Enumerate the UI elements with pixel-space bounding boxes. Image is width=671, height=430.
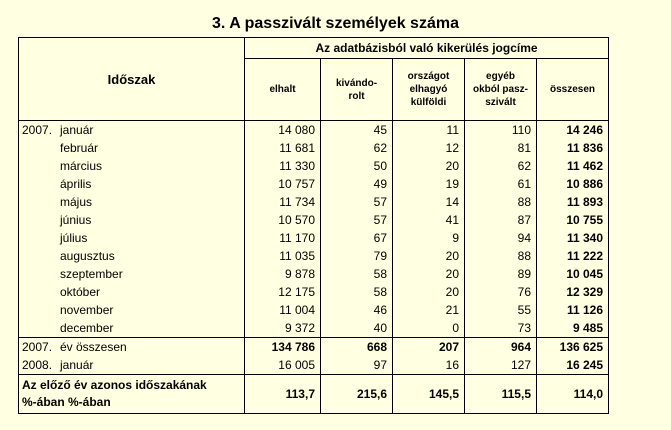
row-year: 2007.	[22, 340, 53, 354]
cell-value: 14 080	[245, 121, 321, 140]
column-header-line: elhagyó	[409, 84, 448, 95]
cell-value: 0	[393, 319, 465, 338]
percentage-row	[19, 375, 609, 414]
percentage-value: 215,6	[321, 375, 393, 414]
row-label	[19, 356, 245, 375]
percentage-value: 115,5	[465, 375, 537, 414]
cell-value: 45	[321, 121, 393, 140]
table-row	[19, 301, 609, 319]
cell-value: 11 126	[537, 301, 609, 319]
row-label	[19, 139, 245, 157]
row-label	[19, 229, 245, 247]
column-header-line: országot	[407, 71, 450, 82]
cell-value: 81	[465, 139, 537, 157]
cell-value: 20	[393, 247, 465, 265]
cell-value: 55	[465, 301, 537, 319]
cell-value: 21	[393, 301, 465, 319]
percentage-label-line: %-ában %-ában	[22, 395, 111, 409]
cell-value: 11 893	[537, 193, 609, 211]
cell-value: 87	[465, 211, 537, 229]
cell-value: 12 175	[245, 283, 321, 301]
column-header-line: egyéb	[486, 71, 515, 82]
cell-value: 12	[393, 139, 465, 157]
cell-value: 11	[393, 121, 465, 140]
cell-value: 136 625	[537, 338, 609, 357]
table-row	[19, 175, 609, 193]
period-header: Időszak	[19, 38, 245, 121]
cell-value: 50	[321, 157, 393, 175]
row-period: július	[60, 231, 88, 245]
row-period: március	[60, 159, 103, 173]
cell-value: 20	[393, 283, 465, 301]
row-label	[19, 247, 245, 265]
table-row	[19, 319, 609, 338]
cell-value: 46	[321, 301, 393, 319]
cell-value: 11 330	[245, 157, 321, 175]
page-title: 3. A passzivált személyek száma	[212, 15, 459, 32]
row-label	[19, 265, 245, 283]
row-period: december	[60, 321, 114, 335]
table-row	[19, 338, 609, 357]
cell-value: 9 485	[537, 319, 609, 338]
cell-value: 110	[465, 121, 537, 140]
cell-value: 964	[465, 338, 537, 357]
row-year: 2008.	[22, 358, 53, 372]
row-label	[19, 338, 245, 357]
row-label	[19, 319, 245, 338]
table-row	[19, 247, 609, 265]
row-label	[19, 193, 245, 211]
column-header	[393, 59, 465, 121]
row-label	[19, 211, 245, 229]
row-period: január	[60, 123, 94, 137]
cell-value: 49	[321, 175, 393, 193]
cell-value: 11 035	[245, 247, 321, 265]
row-period: április	[60, 177, 92, 191]
cell-value: 134 786	[245, 338, 321, 357]
percentage-value: 114,0	[537, 375, 609, 414]
row-period: október	[60, 285, 101, 299]
cell-value: 20	[393, 265, 465, 283]
data-table-wrapper	[18, 37, 608, 414]
cell-value: 10 757	[245, 175, 321, 193]
cell-value: 16 005	[245, 356, 321, 375]
cell-value: 57	[321, 193, 393, 211]
cell-value: 73	[465, 319, 537, 338]
cell-value: 67	[321, 229, 393, 247]
cell-value: 20	[393, 157, 465, 175]
percentage-value: 113,7	[245, 375, 321, 414]
percentage-label-line: Az előző év azonos időszakának	[22, 378, 207, 392]
cell-value: 10 045	[537, 265, 609, 283]
row-year: 2007.	[22, 123, 53, 137]
percentage-value: 145,5	[393, 375, 465, 414]
table-row	[19, 265, 609, 283]
column-header	[321, 59, 393, 121]
table-row	[19, 211, 609, 229]
row-period: február	[60, 141, 99, 155]
cell-value: 94	[465, 229, 537, 247]
column-header	[537, 59, 609, 121]
cell-value: 62	[465, 157, 537, 175]
cell-value: 79	[321, 247, 393, 265]
cell-value: 9 372	[245, 319, 321, 338]
cell-value: 11 836	[537, 139, 609, 157]
cell-value: 12 329	[537, 283, 609, 301]
cell-value: 11 462	[537, 157, 609, 175]
cell-value: 89	[465, 265, 537, 283]
cell-value: 58	[321, 265, 393, 283]
cell-value: 14 246	[537, 121, 609, 140]
cell-value: 57	[321, 211, 393, 229]
column-header-line: kivándo-	[335, 77, 378, 89]
cell-value: 76	[465, 283, 537, 301]
row-label	[19, 301, 245, 319]
cell-value: 41	[393, 211, 465, 229]
cell-value: 11 681	[245, 139, 321, 157]
cell-value: 14	[393, 193, 465, 211]
row-period: január	[60, 358, 94, 372]
table-row	[19, 121, 609, 140]
cell-value: 207	[393, 338, 465, 357]
cell-value: 10 886	[537, 175, 609, 193]
cell-value: 11 222	[537, 247, 609, 265]
cell-value: 40	[321, 319, 393, 338]
column-header-line: összesen	[550, 84, 596, 95]
cell-value: 58	[321, 283, 393, 301]
cell-value: 9 878	[245, 265, 321, 283]
cell-value: 11 734	[245, 193, 321, 211]
cell-value: 16 245	[537, 356, 609, 375]
cell-value: 97	[321, 356, 393, 375]
cell-value: 19	[393, 175, 465, 193]
column-header-line: külföldi	[410, 97, 447, 108]
table-body	[19, 121, 609, 414]
column-header	[465, 59, 537, 121]
cell-value: 127	[465, 356, 537, 375]
column-header	[245, 59, 321, 121]
cell-value: 61	[465, 175, 537, 193]
cell-value: 11 340	[537, 229, 609, 247]
cell-value: 10 755	[537, 211, 609, 229]
table-row	[19, 283, 609, 301]
cell-value: 62	[321, 139, 393, 157]
row-period: szeptember	[60, 267, 123, 281]
percentage-label	[19, 375, 245, 414]
row-label	[19, 121, 245, 140]
cell-value: 16	[393, 356, 465, 375]
row-label	[19, 157, 245, 175]
table-row	[19, 356, 609, 375]
cell-value: 668	[321, 338, 393, 357]
data-table	[18, 37, 609, 414]
row-period: június	[60, 213, 92, 227]
cell-value: 10 570	[245, 211, 321, 229]
row-label	[19, 283, 245, 301]
table-row	[19, 139, 609, 157]
column-header-line: szivált	[485, 97, 516, 108]
cell-value: 88	[465, 193, 537, 211]
table-row	[19, 193, 609, 211]
cell-value: 88	[465, 247, 537, 265]
row-period: május	[60, 195, 93, 209]
cell-value: 11 170	[245, 229, 321, 247]
group-header: Az adatbázisból való kikerülés jogcíme	[245, 38, 609, 59]
cell-value: 9	[393, 229, 465, 247]
row-label	[19, 175, 245, 193]
cell-value: 11 004	[245, 301, 321, 319]
table-row	[19, 229, 609, 247]
column-header-line: elhalt	[269, 84, 296, 95]
table-row	[19, 157, 609, 175]
column-header-line: okból pasz-	[472, 84, 528, 95]
row-period: november	[60, 303, 114, 317]
row-period: év összesen	[60, 340, 127, 354]
row-period: augusztus	[60, 249, 115, 263]
column-header-line: rolt	[348, 90, 365, 102]
